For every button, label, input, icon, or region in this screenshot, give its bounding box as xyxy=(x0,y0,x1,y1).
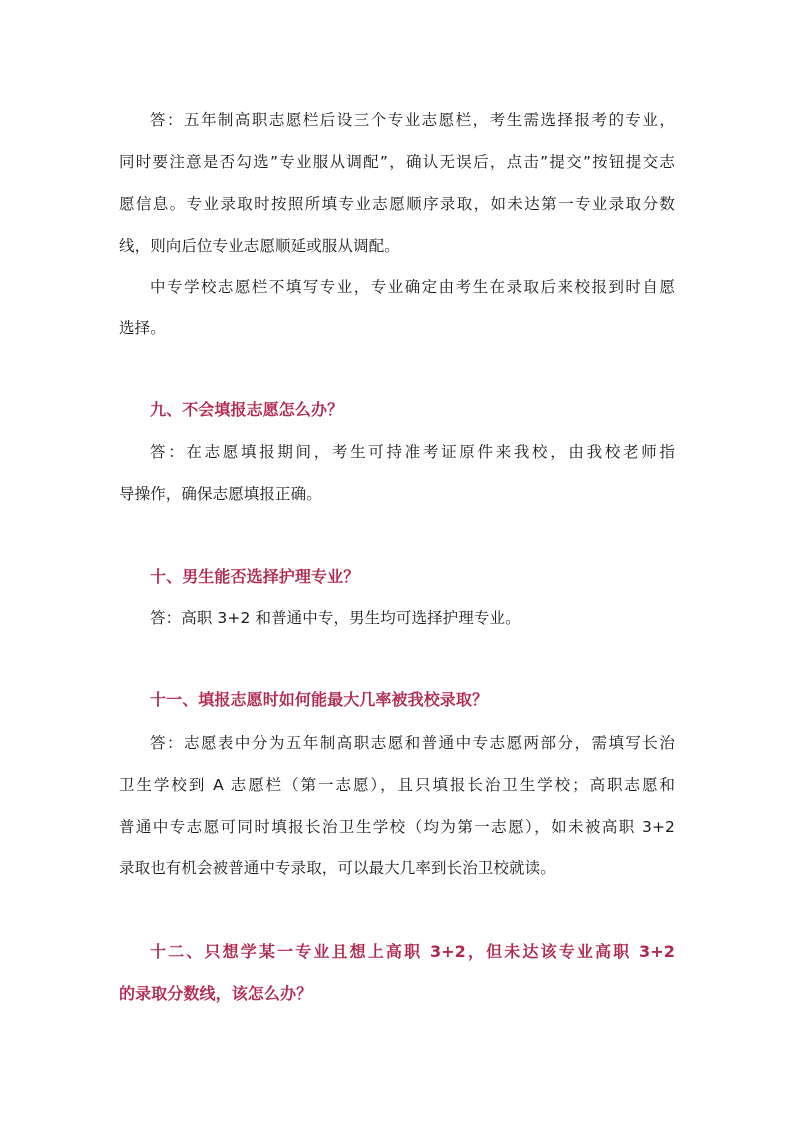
answer-11-line-4: 录取也有机会被普通中专录取，可以最大几率到长治卫校就读。 xyxy=(119,859,556,877)
answer-9-line-1: 答：在志愿填报期间，考生可持准考证原件来我校，由我校老师指 xyxy=(150,443,675,461)
answer-8-line-1: 答：五年制高职志愿栏后设三个专业志愿栏，考生需选择报考的专业， xyxy=(150,111,675,129)
answer-8-line-4: 线，则向后位专业志愿顺延或服从调配。 xyxy=(119,237,400,255)
note-8-line-1: 中专学校志愿栏不填写专业，专业确定由考生在录取后来校报到时自愿 xyxy=(150,278,675,296)
heading-section-12-line-2: 的录取分数线，该怎么办？ xyxy=(119,984,313,1003)
answer-11-line-3: 普通中专志愿可同时填报长治卫生学校（均为第一志愿），如未被高职 3+2 xyxy=(119,818,675,836)
heading-section-9: 九、不会填报志愿怎么办？ xyxy=(150,400,344,419)
heading-section-11: 十一、填报志愿时如何能最大几率被我校录取？ xyxy=(150,690,489,709)
answer-8-line-2: 同时要注意是否勾选”专业服从调配”，确认无误后，点击”提交”按钮提交志 xyxy=(119,153,675,171)
answer-8-line-3: 愿信息。专业录取时按照所填专业志愿顺序录取，如未达第一专业录取分数 xyxy=(119,195,675,213)
heading-section-12-line-1: 十二、只想学某一专业且想上高职 3+2，但未达该专业高职 3+2 xyxy=(150,942,675,961)
answer-11-line-2: 卫生学校到 A 志愿栏（第一志愿），且只填报长治卫生学校；高职志愿和 xyxy=(119,776,675,794)
note-8-line-2: 选择。 xyxy=(119,319,166,337)
answer-11-line-1: 答：志愿表中分为五年制高职志愿和普通中专志愿两部分，需填写长治 xyxy=(150,734,675,752)
answer-10-line-1: 答：高职 3+2 和普通中专，男生均可选择护理专业。 xyxy=(150,609,521,627)
heading-section-10: 十、男生能否选择护理专业？ xyxy=(150,567,360,586)
answer-9-line-2: 导操作，确保志愿填报正确。 xyxy=(119,485,322,503)
